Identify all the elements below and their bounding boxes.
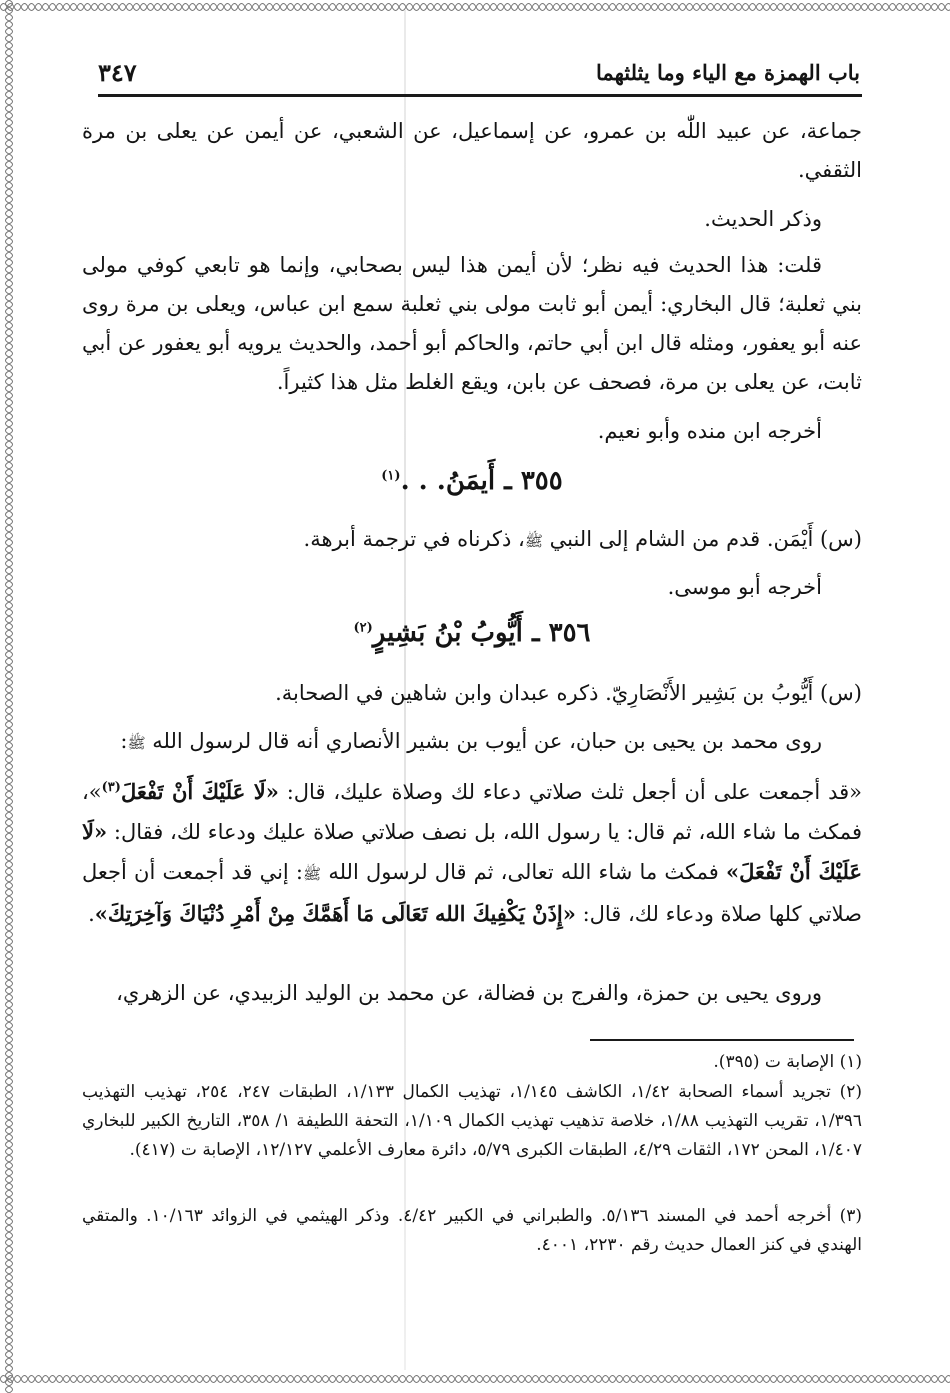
page-header	[98, 58, 860, 92]
entry-title: ٣٥٥ ـ أَيمَنُ. . .	[400, 466, 563, 496]
footnote-separator	[590, 1039, 854, 1041]
paragraph-hadith-text	[82, 768, 862, 934]
salutation-glyph: ﷺ	[524, 532, 543, 550]
paragraph-continuation: جماعة، عن عبيد اللّٰه بن عمرو، عن إسماعيل، عن الشعبي، عن أيمن عن يعلى بن مرة الثقفي.	[82, 119, 862, 182]
hadith-text: : إني قد أجمعت أن أجعل صلاتي كلها صلاة ودعاء لك، قال:	[82, 860, 862, 926]
ornamental-border-left	[2, 0, 16, 1393]
paragraph-ayyub-entry: (س) أَيُّوبُ بن بَشِير الأَنْصَارِيّ. ذكره عبدان وابن شاهين في الصحابة.	[275, 681, 862, 705]
salutation-glyph: ﷺ	[303, 865, 322, 883]
hadith-text: «قد أجمعت على أن أجعل ثلث صلاتي دعاء لك وصلاة عليك، قال:	[286, 780, 862, 804]
hadith-quote: «لَا عَلَيْكَ أَنْ تَفْعَلَ	[120, 779, 279, 804]
paragraph-other-narrators: وروى يحيى بن حمزة، والفرج بن فضالة، عن محمد بن الوليد الزبيدي، عن الزهري،	[116, 981, 822, 1005]
header-rule	[98, 94, 862, 97]
entry-title: ٣٥٦ ـ أَيُّوبُ بْنُ بَشِيرٍ	[372, 618, 591, 648]
footnote-marker: (٢)	[353, 620, 373, 636]
entry-text-end: ، ذكرناه في ترجمة أبرهة.	[303, 527, 525, 551]
footnote-marker: (١)	[381, 468, 401, 484]
paragraph-narration-intro	[82, 722, 862, 763]
ornamental-border-bottom	[0, 1372, 950, 1388]
salutation-glyph: ﷺ	[127, 734, 146, 752]
paragraph-takhrij-1: أخرجه ابن منده وأبو نعيم.	[597, 419, 822, 443]
running-title: باب الهمزة مع الياء وما يثلثهما	[596, 60, 860, 85]
hadith-end: .	[88, 902, 95, 926]
paragraph-ayman-entry	[82, 520, 862, 561]
narration-colon: :	[120, 729, 128, 753]
paragraph-takhrij-2: أخرجه أبو موسى.	[667, 575, 822, 599]
paragraph-hadith-mention: وذكر الحديث.	[704, 207, 822, 231]
entry-heading-355	[82, 466, 862, 496]
page-number: ٣٤٧	[98, 58, 137, 87]
footnote-1: (١) الإصابة ت (٣٩٥).	[713, 1052, 862, 1072]
entry-heading-356	[82, 618, 862, 648]
narration-text: روى محمد بن يحيى بن حبان، عن أيوب بن بشير الأنصاري أنه قال لرسول الله	[152, 729, 822, 753]
hadith-text: »، فمكث ما شاء الله، ثم قال: يا رسول الله، بل نصف صلاتي صلاة عليك ودعاء لك، فقال:	[82, 780, 862, 844]
hadith-quote: «لَا عَلَيْكَ أَنْ تَفْعَلَ»	[82, 819, 862, 884]
footnote-3: (٣) أخرجه أحمد في المسند ٥/١٣٦. والطبراني في الكبير ٤/٤٢. وذكر الهيثمي في الزوائد ١٠/١٦٣. والمتقي الهندي في كنز العمال حديث رقم ٢٢٣٠، ٤٠٠١.	[82, 1206, 862, 1255]
hadith-quote: «إِذَنْ يَكْفِيكَ الله تَعَالَى مَا أَهَمَّكَ مِنْ أَمْرِ دُنْيَاكَ وَآخِرَتِكَ»	[94, 901, 576, 926]
footnote-2: (٢) تجريد أسماء الصحابة ١/٤٢، الكاشف ١/١٤٥، تهذيب الكمال ١/١٣٣، الطبقات ٢٤٧، ٢٥٤، تهذيب التهذيب ١/٣٩٦، تقريب التهذيب ١/٨٨، خلاصة تذهيب تهذيب الكمال ١/١٠٩، التحفة اللطيفة ١/ ٣٥٨، التاريخ الكبير للبخاري ١/٤٠٧، المحن ١٧٢، الثقات ٤/٢٩، الطبقات الكبرى ٥/٧٩، دائرة معارف الأعلمي ١٢/١٢٧، الإصابة ت (٤١٧).	[82, 1082, 863, 1160]
entry-text: (س) أَيْمَن. قدم من الشام إلى النبي	[549, 527, 862, 551]
footnote-marker: (٣)	[101, 780, 121, 795]
hadith-text: فمكث ما شاء الله تعالى، ثم قال لرسول الله	[328, 860, 719, 884]
paragraph-critique: قلت: هذا الحديث فيه نظر؛ لأن أيمن هذا ليس بصحابي، وإنما هو تابعي كوفي مولى بني ثعلبة؛ قال البخاري: أيمن أبو ثابت مولى بني ثعلبة سمع ابن عباس، ويعلى بن مرة روى عنه أبو يعفور، ومثله قال ابن أبي حاتم، والحاكم أبو أحمد، والحديث يرويه أبو يعفور عن أبي ثابت، عن يعلى بن مرة، فصحف عن بابن، ويقع الغلط مثل هذا كثيراً.	[82, 253, 862, 394]
ornamental-border-top	[0, 0, 950, 14]
